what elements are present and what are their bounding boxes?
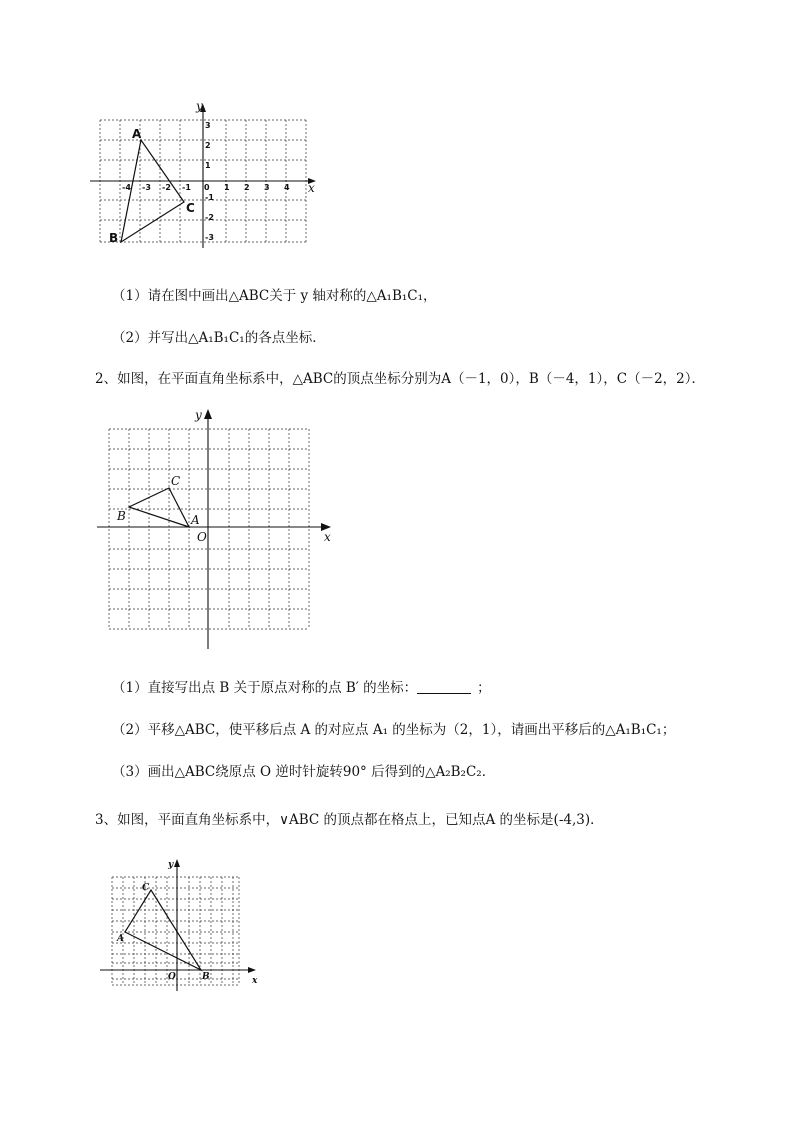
- figure2-triangle-abc: [129, 488, 189, 527]
- figure3-origin-label: O: [168, 972, 176, 982]
- figure1-tick-x: -4: [122, 183, 131, 192]
- figure1-tick-y: -3: [205, 233, 214, 242]
- figure1-tick-y: -2: [205, 213, 214, 222]
- figure1-triangle-abc: [121, 140, 184, 242]
- figure1-vertex-c: C: [186, 201, 195, 215]
- figure3-x-arrow-icon: [248, 967, 256, 973]
- q3-stem-text: 3、如图，平面直角坐标系中，∨ABC 的顶点都在格点上，已知点A 的坐标是(-4,3)．: [95, 812, 604, 828]
- q2-part3-text: （3）画出△ABC绕原点 O 逆时针旋转90° 后得到的△A₂B₂C₂．: [112, 764, 496, 780]
- q2-part1-text: [112, 676, 491, 696]
- figure1-coordinate-grid: [90, 100, 330, 250]
- figure2-grid-lines: [109, 429, 309, 629]
- answer-blank: [417, 681, 471, 694]
- q1-part1-text: （1）请在图中画出△ABC关于 y 轴对称的△A₁B₁C₁，: [112, 288, 437, 304]
- figure2-coordinate-grid: [95, 405, 345, 650]
- figure2-vertex-a: A: [191, 513, 200, 527]
- figure3-triangle-abc: [125, 890, 201, 970]
- figure1-tick-y: 1: [205, 161, 211, 170]
- figure3-x-label: x: [252, 976, 258, 986]
- figure3-vertex-b: B: [202, 972, 210, 982]
- figure1-tick-x: -1: [182, 183, 191, 192]
- figure1-vertex-a: A: [132, 127, 142, 141]
- figure2-x-label: x: [324, 530, 331, 544]
- figure1-vertex-b: B: [109, 231, 119, 245]
- figure3-coordinate-grid: [96, 855, 266, 995]
- figure1-tick-x: 4: [284, 183, 290, 192]
- figure1-tick-y: 3: [205, 121, 211, 130]
- figure1-tick-x: -3: [142, 183, 151, 192]
- figure1-tick-x: 3: [264, 183, 270, 192]
- figure1-tick-x: -2: [162, 183, 171, 192]
- figure1-y-label: y: [196, 99, 203, 113]
- figure2-vertex-c: C: [171, 474, 181, 488]
- figure1-tick-x: 2: [244, 183, 250, 192]
- q2-part2-text: （2）平移△ABC，使平移后点 A 的对应点 A₁ 的坐标为（2，1），请画出平移后的△A₁B₁C₁；: [112, 722, 676, 738]
- q2-part1-end: ；: [477, 680, 491, 696]
- figure1-tick-y: -1: [205, 193, 214, 202]
- figure1-tick-x: 0: [204, 183, 210, 192]
- figure3-grid-lines: [112, 877, 239, 985]
- figure2-origin-label: O: [197, 530, 207, 544]
- figure2-vertex-b: B: [117, 509, 126, 523]
- q2-stem-text: 2、如图，在平面直角坐标系中，△ABC的顶点坐标分别为A（－1，0），B（－4，1），C（－2，2）．: [95, 371, 706, 387]
- q1-part2-text: （2）并写出△A₁B₁C₁的各点坐标．: [112, 330, 326, 346]
- figure2-y-label: y: [195, 408, 202, 422]
- figure1-tick-x: 1: [224, 183, 230, 192]
- figure3-y-label: y: [168, 860, 174, 870]
- figure1-tick-y: 2: [205, 141, 211, 150]
- figure3-y-arrow-icon: [174, 859, 180, 867]
- figure2-y-arrow-icon: [204, 409, 212, 419]
- figure3-vertex-c: C: [142, 883, 150, 893]
- q2-part1-prompt: （1）直接写出点 B 关于原点对称的点 B′ 的坐标：: [112, 680, 418, 696]
- figure3-vertex-a: A: [117, 934, 124, 944]
- figure1-x-label: x: [308, 181, 315, 195]
